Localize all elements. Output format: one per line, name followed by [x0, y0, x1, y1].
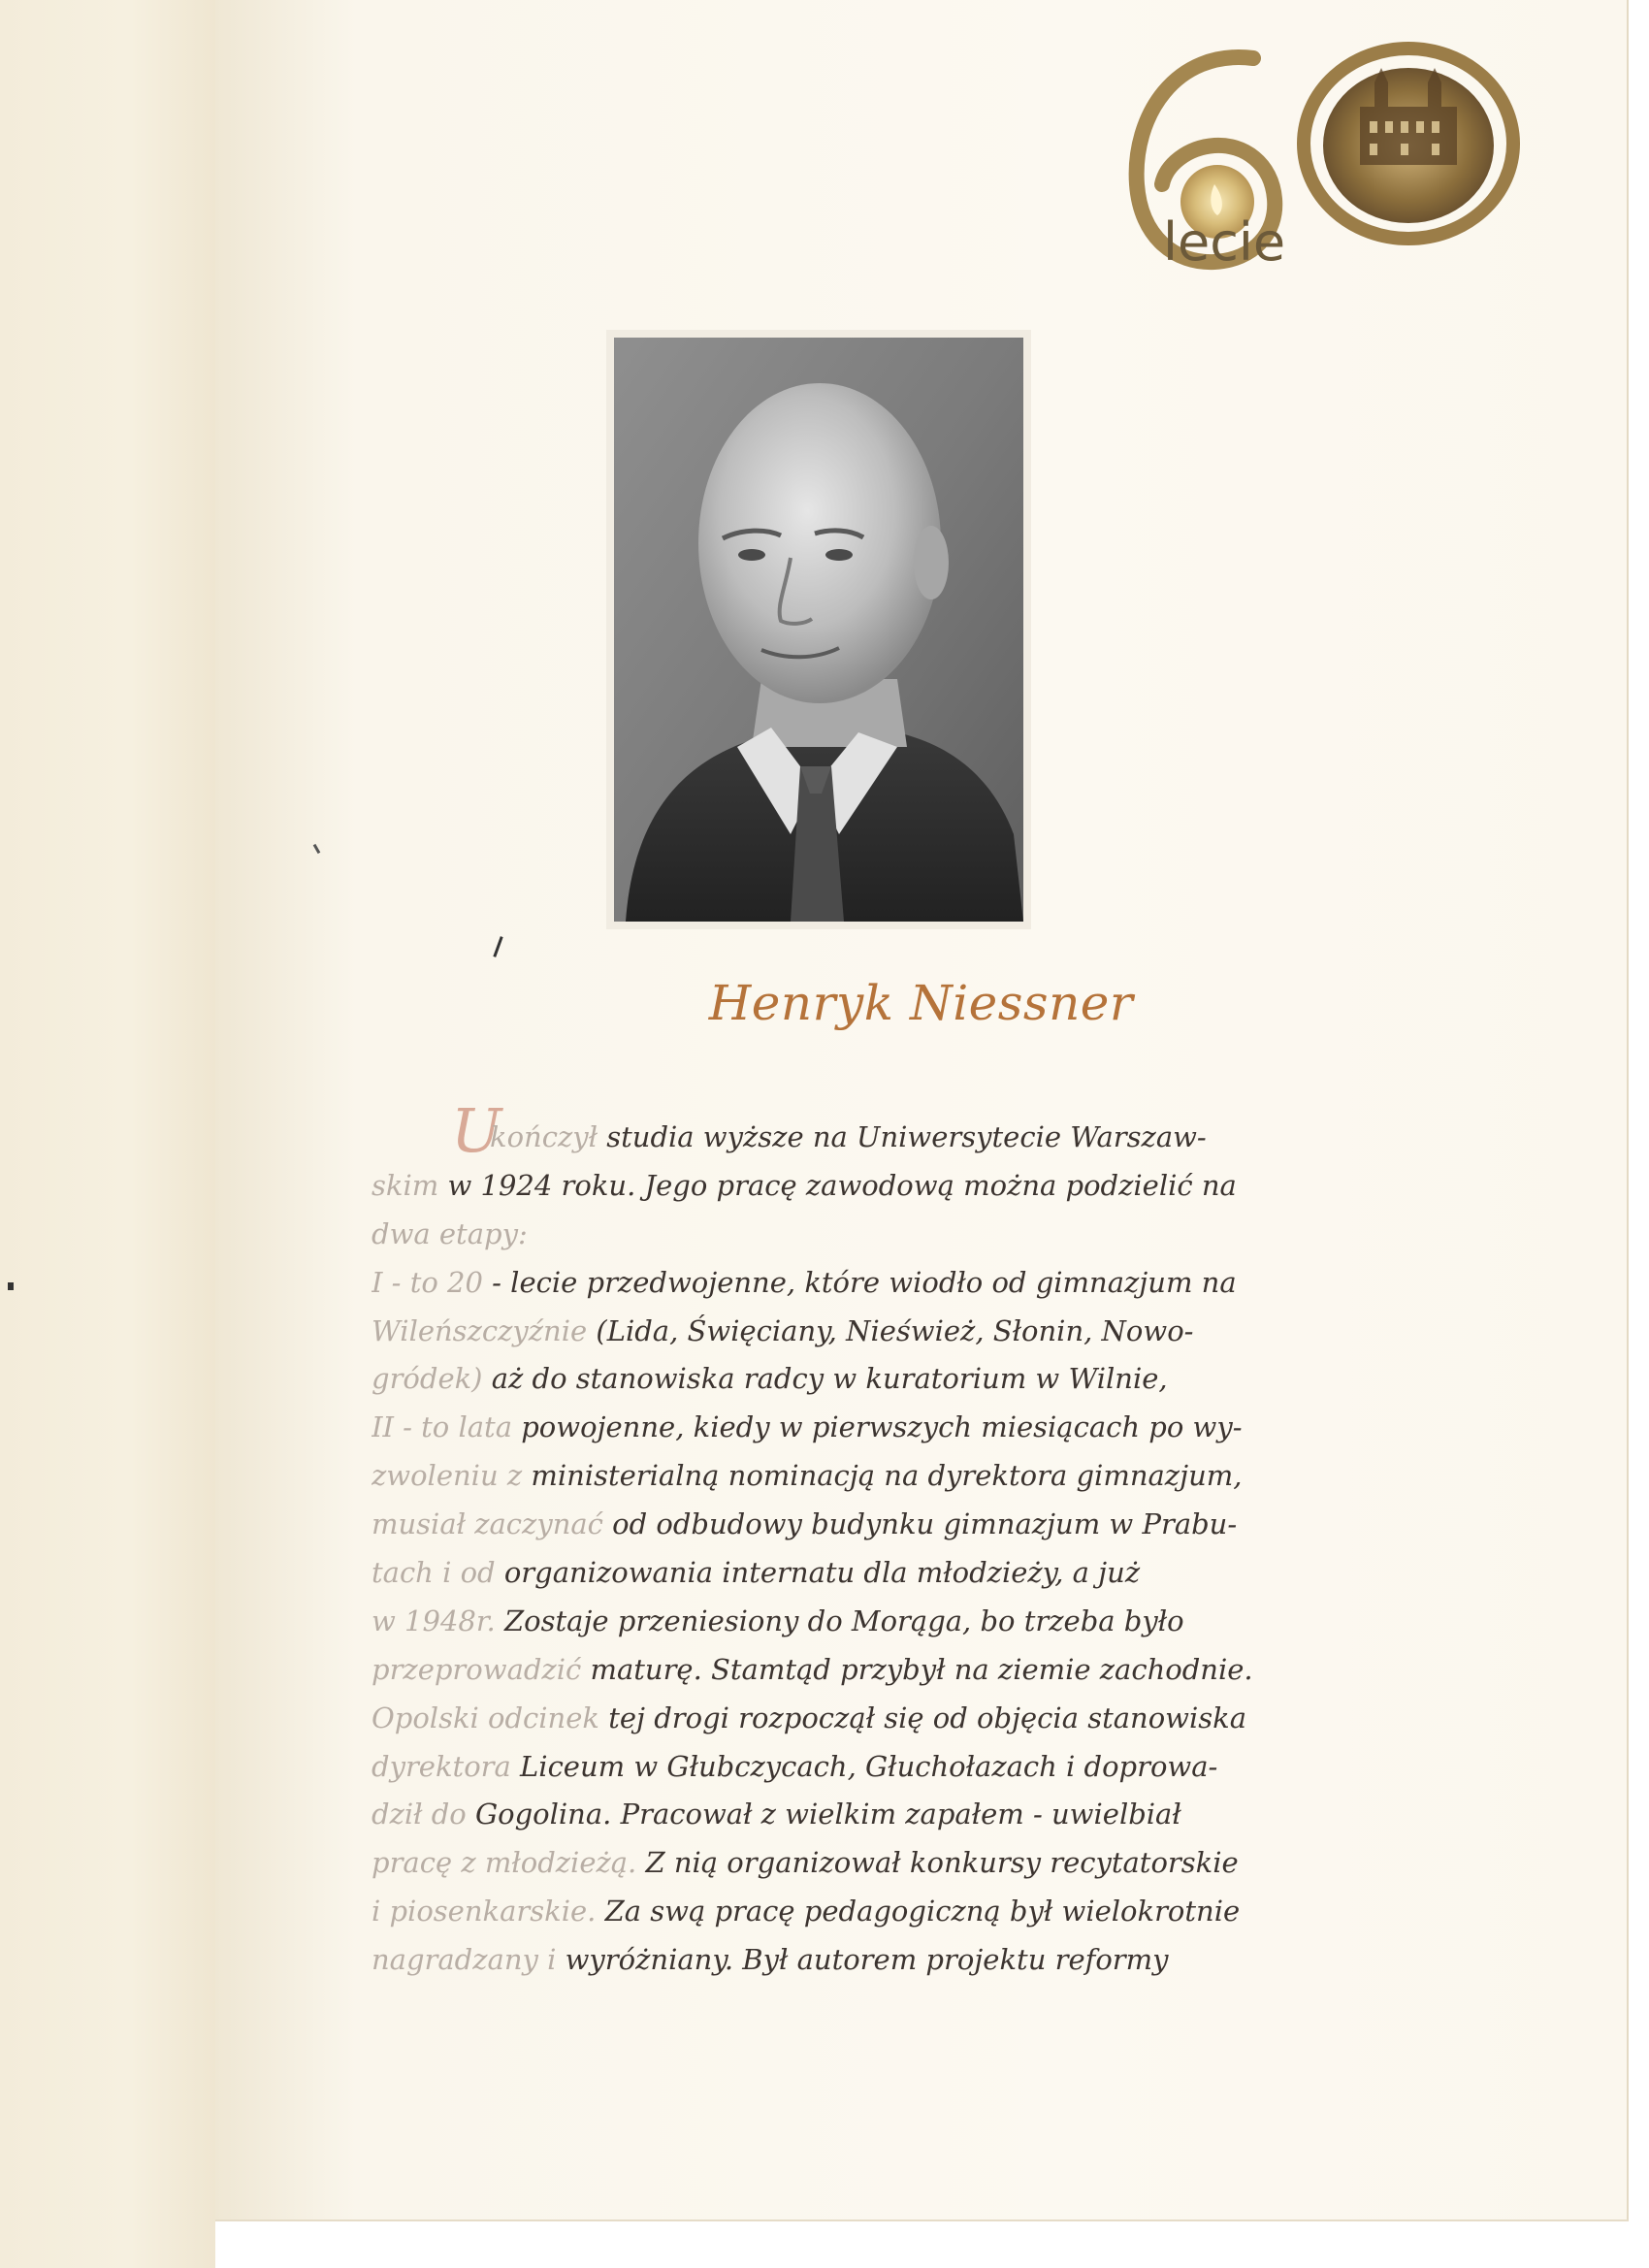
bio-line-faded-part: nagradzany i	[372, 1943, 557, 1977]
bio-line-faded-part: dził do	[372, 1798, 467, 1831]
bio-line-18	[372, 1936, 1317, 1985]
bio-line-2	[372, 1162, 1317, 1211]
biography-text	[372, 1114, 1317, 1985]
bio-line-12	[372, 1646, 1317, 1695]
bio-line-5	[372, 1308, 1317, 1356]
bio-line-rest: tej drogi rozpoczął się od objęcia stanowiska	[598, 1701, 1247, 1734]
bio-line-rest: Z nią organizował konkursy recytatorskie	[636, 1846, 1239, 1880]
bio-line-rest: (Lida, Święciany, Nieśwież, Słonin, Nowo-	[587, 1313, 1194, 1347]
bio-line-faded-part: Opolski odcinek	[372, 1701, 599, 1734]
bio-line-faded-part: kończył	[490, 1120, 598, 1153]
bio-line-14	[372, 1743, 1317, 1792]
portrait-photo-icon	[606, 330, 1031, 929]
bio-line-faded-part: Wileńszczyźnie	[372, 1313, 588, 1347]
bio-line-faded-part: pracę z młodzieżą.	[372, 1846, 637, 1880]
portrait-photo	[606, 330, 1031, 929]
bio-line-rest: Liceum w Głubczycach, Głuchołazach i doprowa-	[510, 1749, 1218, 1783]
bio-line-faded-part: gródek)	[372, 1362, 483, 1396]
bio-line-rest: studia wyższe na Uniwersytecie Warszaw-	[598, 1120, 1207, 1153]
bio-line-faded-part: musiał zaczynać	[372, 1507, 603, 1541]
bio-line-rest: od odbudowy budynku gimnazjum w Prabu-	[602, 1507, 1238, 1541]
bio-line-faded-part: przeprowadzić	[372, 1652, 582, 1686]
bio-line-rest: maturę. Stamtąd przybył na ziemie zachodnie.	[581, 1652, 1253, 1686]
bio-line-faded-part: w 1948r.	[372, 1604, 496, 1637]
bio-line-rest: organizowania internatu dla młodzieży, a już	[495, 1556, 1141, 1590]
bio-line-rest: aż do stanowiska radcy w kuratorium w Wilnie,	[482, 1362, 1168, 1396]
bio-line-faded-part: skim	[372, 1168, 439, 1202]
bio-line-15	[372, 1791, 1317, 1839]
bio-line-faded-part: tach i od	[372, 1556, 496, 1590]
bio-line-rest: Za swą pracę pedagogiczną był wielokrotnie	[596, 1895, 1241, 1928]
bio-line-11	[372, 1598, 1317, 1646]
bio-line-1	[372, 1114, 1317, 1162]
bio-line-faded-part: I - to 20	[372, 1265, 483, 1299]
bio-line-17	[372, 1888, 1317, 1936]
bio-line-faded-part: i piosenkarskie.	[372, 1895, 597, 1928]
bio-line-8	[372, 1452, 1317, 1501]
person-name-heading: Henryk Niessner	[708, 975, 1134, 1031]
bio-line-6	[372, 1355, 1317, 1404]
bio-line-16	[372, 1839, 1317, 1888]
pen-mark	[493, 936, 502, 957]
bio-line-9	[372, 1501, 1317, 1549]
bio-line-faded-part: dwa etapy:	[372, 1216, 528, 1250]
bio-line-rest: ministerialną nominacją na dyrektora gimnazjum,	[522, 1459, 1243, 1493]
bio-line-4	[372, 1259, 1317, 1308]
anniversary-logo	[933, 39, 1525, 281]
bio-line-faded-part: dyrektora	[372, 1749, 511, 1783]
logo-suffix: lecie	[1163, 211, 1286, 273]
bio-line-10	[372, 1549, 1317, 1598]
bio-line-13	[372, 1695, 1317, 1743]
bio-line-rest: Gogolina. Pracował z wielkim zapałem - uwielbiał	[466, 1798, 1181, 1831]
bio-line-3	[372, 1211, 1317, 1259]
bio-line-rest: w 1924 roku. Jego pracę zawodową można podzielić na	[438, 1168, 1237, 1202]
bio-line-rest: - lecie przedwojenne, które wiodło od gimnazjum na	[482, 1265, 1237, 1299]
bio-line-faded-part: II - to lata	[372, 1410, 512, 1444]
drop-cap: U	[451, 1095, 502, 1166]
bio-line-faded-part: zwoleniu z	[372, 1459, 523, 1493]
bio-line-rest: wyróżniany. Był autorem projektu reformy	[556, 1943, 1169, 1977]
scan-speck	[8, 1282, 14, 1290]
left-facing-page-edge	[0, 0, 215, 2268]
bio-line-7	[372, 1404, 1317, 1452]
bio-line-rest: Zostaje przeniesiony do Morąga, bo trzeba było	[495, 1604, 1184, 1637]
bio-line-rest: powojenne, kiedy w pierwszych miesiącach po wy-	[512, 1410, 1243, 1444]
